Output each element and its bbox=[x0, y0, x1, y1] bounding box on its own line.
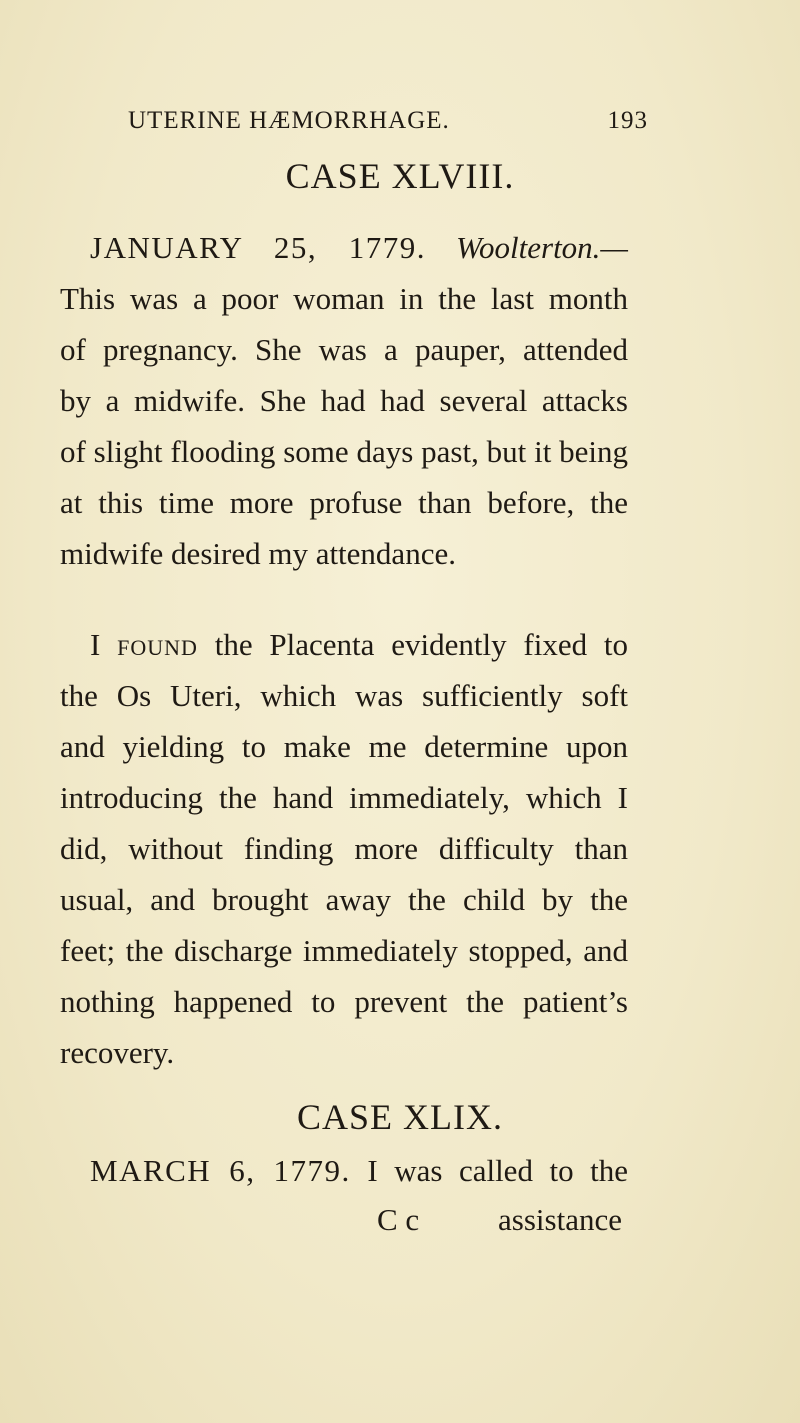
case-date-line bbox=[90, 1151, 628, 1191]
text-line: recovery. bbox=[60, 1035, 175, 1070]
case-heading: CASE XLIX. bbox=[297, 1097, 503, 1137]
running-title: UTERINE HÆMORRHAGE. bbox=[128, 107, 450, 134]
signature-mark: C c bbox=[377, 1202, 420, 1237]
text-line: the Os Uteri, which was sufficiently soft bbox=[60, 678, 628, 713]
catchword: assistance bbox=[498, 1202, 622, 1237]
smallcaps-word: found bbox=[117, 627, 198, 662]
page-header bbox=[128, 107, 648, 137]
text-line: by a midwife. She had had several attacks bbox=[60, 383, 628, 418]
text-line: feet; the discharge immediately stopped, and bbox=[60, 933, 628, 968]
text-line: and yielding to make me determine upon bbox=[60, 729, 628, 764]
case-heading: CASE XLVIII. bbox=[285, 156, 515, 196]
text-line: of pregnancy. She was a pauper, attended bbox=[60, 332, 628, 367]
case-date: MARCH 6, 1779. bbox=[90, 1153, 351, 1188]
line-rest: I was called to the bbox=[367, 1153, 629, 1188]
line-rest: the Placenta evidently fixed to bbox=[214, 627, 629, 662]
text-line: introducing the hand immediately, which I bbox=[60, 780, 628, 815]
paragraph-opening-line bbox=[90, 625, 628, 665]
lead-word: I bbox=[90, 627, 101, 662]
case-place: Woolterton.— bbox=[456, 230, 628, 265]
page-number: 193 bbox=[607, 107, 648, 134]
text-line: at this time more profuse than before, the bbox=[60, 485, 628, 520]
text-line: did, without finding more difficulty than bbox=[60, 831, 628, 866]
text-line: This was a poor woman in the last month bbox=[60, 281, 628, 316]
text-line: nothing happened to prevent the patient’s bbox=[60, 984, 628, 1019]
text-line: usual, and brought away the child by the bbox=[60, 882, 628, 917]
case-date-line bbox=[90, 228, 628, 268]
case-date: JANUARY 25, 1779. bbox=[90, 230, 426, 265]
text-line: midwife desired my attendance. bbox=[60, 536, 456, 571]
text-line: of slight flooding some days past, but it being bbox=[60, 434, 628, 469]
